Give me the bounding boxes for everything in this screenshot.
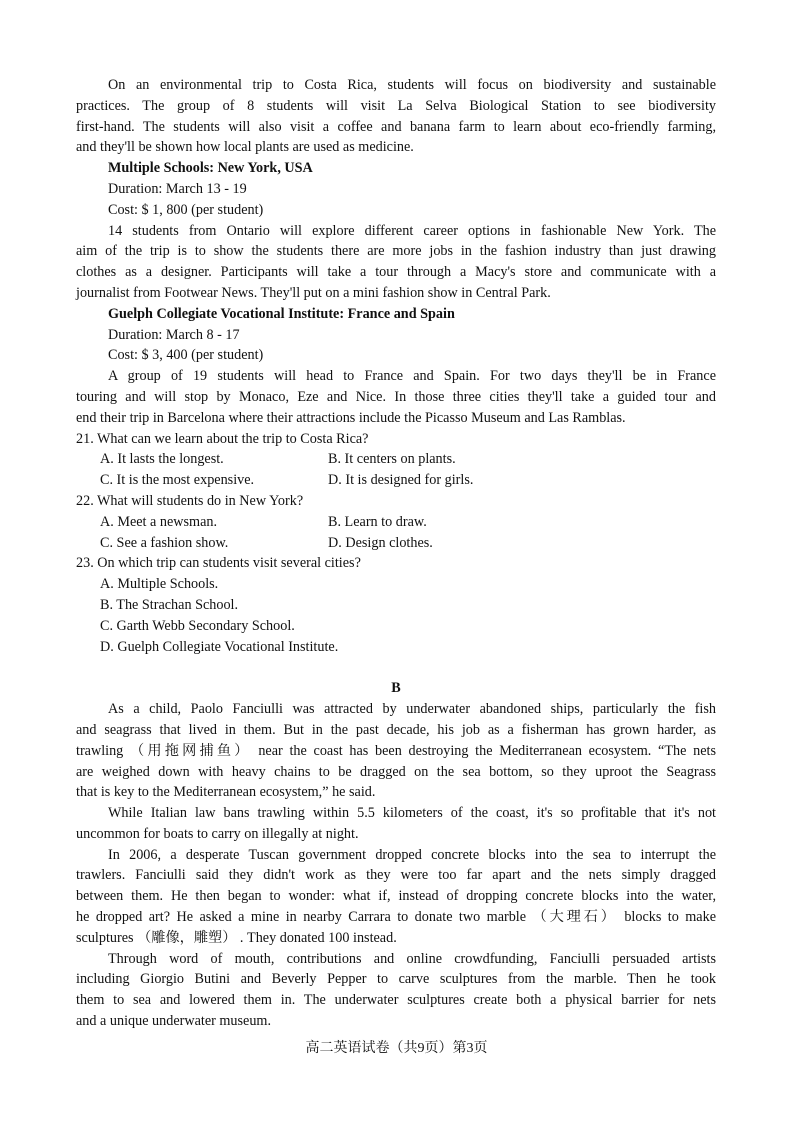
paragraph-line: them to sea and lowered them in. The underwater sculptures create both a physical barrier for nets [76, 992, 716, 1009]
section-label: B [391, 680, 401, 697]
paragraph-line: that is key to the Mediterranean ecosystem,” he said. [76, 784, 376, 801]
option-d: D. Design clothes. [328, 534, 433, 551]
trip-cost: Cost: $ 3, 400 (per student) [108, 347, 264, 364]
option-row [76, 470, 716, 491]
paragraph-line: are weighed down with heavy chains to be dragged on the sea bottom, so they uproot the Seagrass [76, 763, 716, 780]
paragraph-line: sculptures （雕像，雕塑） . They donated 100 instead. [76, 929, 397, 946]
paragraph-line: trawlers. Fanciulli said they didn't work as they were too far apart and the nets simply dragged [76, 867, 716, 884]
paragraph-line: In 2006, a desperate Tuscan government dropped concrete blocks into the sea to interrupt the [108, 846, 716, 863]
paragraph-line: between them. He then began to wonder: what if, instead of dropping concrete blocks into the water, [76, 888, 716, 905]
paragraph-line: 14 students from Ontario will explore different career options in fashionable New York. The [108, 222, 716, 239]
paragraph-line: first-hand. The students will also visit a coffee and banana farm to learn about eco-friendly farming, [76, 118, 716, 135]
paragraph-line: touring and will stop by Monaco, Eze and Nice. In those three cities they'll take a guided tour and [76, 388, 716, 405]
option-b: B. Learn to draw. [328, 513, 427, 530]
paragraph-line: trawling （用拖网捕鱼） near the coast has been destroying the Mediterranean ecosystem. “The nets [76, 742, 716, 759]
paragraph-line: journalist from Footwear News. They'll put on a mini fashion show in Central Park. [76, 284, 551, 301]
question-stem: 21. What can we learn about the trip to Costa Rica? [76, 430, 369, 447]
option-b: B. It centers on plants. [328, 451, 456, 468]
option-a: A. Multiple Schools. [100, 576, 219, 593]
question-stem: 23. On which trip can students visit several cities? [76, 555, 361, 572]
option-row [76, 449, 716, 470]
option-a: A. Meet a newsman. [100, 513, 218, 530]
page-content [76, 75, 716, 1032]
paragraph-line: including Giorgio Butini and Beverly Pepper to carve sculptures from the marble. Then he took [76, 971, 716, 988]
paragraph-line: clothes as a designer. Participants will take a tour through a Macy's store and communicate with a [76, 264, 716, 281]
trip-title: Guelph Collegiate Vocational Institute: France and Spain [108, 305, 455, 322]
paragraph-line: As a child, Paolo Fanciulli was attracted by underwater abandoned ships, particularly the fish [108, 701, 716, 718]
paragraph-line: end their trip in Barcelona where their attractions include the Picasso Museum and Las Ramblas. [76, 409, 626, 426]
paragraph-line: Through word of mouth, contributions and online crowdfunding, Fanciulli persuaded artists [108, 950, 716, 967]
question-stem: 22. What will students do in New York? [76, 492, 304, 509]
page-footer: 高二英语试卷（共9页）第3页 [305, 1041, 488, 1056]
paragraph-line: and a unique underwater museum. [76, 1013, 272, 1030]
option-d: D. It is designed for girls. [328, 472, 474, 489]
trip-title: Multiple Schools: New York, USA [108, 160, 313, 177]
paragraph-line: On an environmental trip to Costa Rica, students will focus on biodiversity and sustainable [108, 77, 716, 93]
option-d: D. Guelph Collegiate Vocational Institute. [100, 638, 339, 655]
trip-cost: Cost: $ 1, 800 (per student) [108, 201, 264, 218]
trip-duration: Duration: March 13 - 19 [108, 180, 247, 197]
option-row [76, 512, 716, 533]
paragraph-line: and they'll be shown how local plants are used as medicine. [76, 139, 414, 156]
option-c: C. It is the most expensive. [100, 472, 255, 489]
paragraph-line: practices. The group of 8 students will visit La Selva Biological Station to see biodiversity [76, 97, 716, 114]
paragraph-line: While Italian law bans trawling within 5.5 kilometers of the coast, it's so profitable that it's not [108, 805, 716, 822]
paragraph-line: he dropped art? He asked a mine in nearby Carrara to donate two marble （大理石） blocks to make [76, 909, 716, 926]
paragraph-line: uncommon for boats to carry on illegally at night. [76, 825, 359, 842]
option-b: B. The Strachan School. [100, 596, 239, 613]
option-c: C. See a fashion show. [100, 534, 229, 551]
option-a: A. It lasts the longest. [100, 451, 224, 468]
option-row [76, 533, 716, 554]
paragraph-line: and seagrass that lived in them. But in the past decade, his job as a fisherman has grown harder, as [76, 721, 716, 738]
paragraph-line: A group of 19 students will head to France and Spain. For two days they'll be in France [108, 368, 716, 385]
option-c: C. Garth Webb Secondary School. [100, 617, 295, 634]
paragraph-line: aim of the trip is to show the students there are more jobs in the fashion industry than just drawing [76, 243, 716, 260]
trip-duration: Duration: March 8 - 17 [108, 326, 240, 343]
